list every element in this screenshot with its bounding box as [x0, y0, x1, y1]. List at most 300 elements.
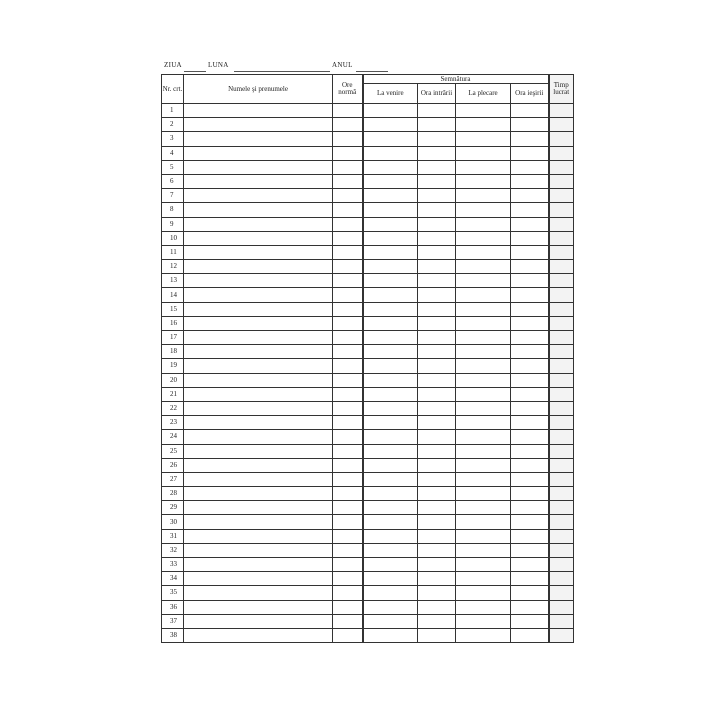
norm-hours-cell[interactable] [333, 558, 363, 572]
exit-time-cell[interactable] [511, 345, 549, 359]
entry-time-cell[interactable] [418, 359, 456, 373]
name-cell[interactable] [184, 472, 333, 486]
table-row [162, 316, 574, 330]
norm-hours-cell[interactable] [333, 260, 363, 274]
norm-hours-cell[interactable] [333, 529, 363, 543]
exit-time-cell[interactable] [511, 387, 549, 401]
name-cell[interactable] [184, 628, 333, 642]
arrival-header-label: La venire [376, 89, 404, 97]
time-worked-cell[interactable] [549, 444, 574, 458]
norm-hours-cell[interactable] [333, 118, 363, 132]
row-number: 17 [162, 331, 184, 345]
departure-signature-cell[interactable] [456, 174, 511, 188]
arrival-signature-cell[interactable] [363, 118, 418, 132]
exit-time-cell[interactable] [511, 586, 549, 600]
norm-hours-cell[interactable] [333, 274, 363, 288]
departure-signature-cell[interactable] [456, 160, 511, 174]
arrival-signature-cell[interactable] [363, 373, 418, 387]
entry-time-cell[interactable] [418, 515, 456, 529]
table-row [162, 245, 574, 259]
arrival-signature-cell[interactable] [363, 586, 418, 600]
name-cell[interactable] [184, 586, 333, 600]
entry-time-cell[interactable] [418, 316, 456, 330]
norm-hours-cell[interactable] [333, 572, 363, 586]
name-cell[interactable] [184, 416, 333, 430]
arrival-signature-cell[interactable] [363, 260, 418, 274]
norm-hours-cell[interactable] [333, 543, 363, 557]
time-worked-cell[interactable] [549, 487, 574, 501]
name-cell[interactable] [184, 118, 333, 132]
departure-signature-cell[interactable] [456, 487, 511, 501]
table-row [162, 401, 574, 415]
arrival-signature-cell[interactable] [363, 359, 418, 373]
exit-time-cell[interactable] [511, 487, 549, 501]
departure-signature-cell[interactable] [456, 614, 511, 628]
row-number: 30 [162, 515, 184, 529]
entry-time-cell[interactable] [418, 458, 456, 472]
norm-hours-cell[interactable] [333, 245, 363, 259]
arrival-signature-cell[interactable] [363, 345, 418, 359]
departure-signature-cell[interactable] [456, 444, 511, 458]
time-worked-cell[interactable] [549, 628, 574, 642]
table-row [162, 387, 574, 401]
exit-time-cell[interactable] [511, 529, 549, 543]
norm-hours-cell[interactable] [333, 501, 363, 515]
norm-hours-cell[interactable] [333, 104, 363, 118]
arrival-signature-cell[interactable] [363, 231, 418, 245]
departure-signature-cell[interactable] [456, 543, 511, 557]
departure-signature-cell[interactable] [456, 501, 511, 515]
norm-hours-cell[interactable] [333, 487, 363, 501]
departure-signature-cell[interactable] [456, 586, 511, 600]
table-row [162, 203, 574, 217]
time-worked-cell[interactable] [549, 416, 574, 430]
row-number: 14 [162, 288, 184, 302]
norm-hours-cell[interactable] [333, 174, 363, 188]
norm-hours-cell[interactable] [333, 401, 363, 415]
time-worked-cell[interactable] [549, 529, 574, 543]
time-worked-cell[interactable] [549, 104, 574, 118]
name-cell[interactable] [184, 316, 333, 330]
exit-time-cell[interactable] [511, 245, 549, 259]
norm-hours-cell[interactable] [333, 345, 363, 359]
departure-signature-cell[interactable] [456, 515, 511, 529]
arrival-signature-cell[interactable] [363, 558, 418, 572]
table-row [162, 529, 574, 543]
name-cell[interactable] [184, 132, 333, 146]
entry-time-cell[interactable] [418, 628, 456, 642]
departure-signature-cell[interactable] [456, 529, 511, 543]
departure-signature-cell[interactable] [456, 217, 511, 231]
norm-hours-cell[interactable] [333, 288, 363, 302]
entry-time-cell[interactable] [418, 416, 456, 430]
name-cell[interactable] [184, 614, 333, 628]
exit-time-cell[interactable] [511, 614, 549, 628]
signature-group-header [363, 75, 549, 84]
departure-signature-cell[interactable] [456, 146, 511, 160]
row-number: 5 [162, 160, 184, 174]
arrival-signature-cell[interactable] [363, 444, 418, 458]
time-worked-cell[interactable] [549, 600, 574, 614]
exit-time-cell[interactable] [511, 430, 549, 444]
exit-time-cell[interactable] [511, 600, 549, 614]
exit-time-cell[interactable] [511, 118, 549, 132]
entry-time-cell[interactable] [418, 245, 456, 259]
entry-time-cell[interactable] [418, 331, 456, 345]
name-cell[interactable] [184, 245, 333, 259]
departure-signature-cell[interactable] [456, 558, 511, 572]
departure-signature-cell[interactable] [456, 430, 511, 444]
month-blank [234, 71, 330, 72]
time-worked-cell[interactable] [549, 302, 574, 316]
table-row [162, 501, 574, 515]
time-worked-cell[interactable] [549, 472, 574, 486]
name-cell[interactable] [184, 401, 333, 415]
time-worked-cell[interactable] [549, 231, 574, 245]
exit-time-cell[interactable] [511, 444, 549, 458]
row-number: 10 [162, 231, 184, 245]
arrival-signature-cell[interactable] [363, 600, 418, 614]
entry-time-cell[interactable] [418, 189, 456, 203]
time-worked-cell[interactable] [549, 316, 574, 330]
time-worked-cell[interactable] [549, 260, 574, 274]
exit-time-cell[interactable] [511, 515, 549, 529]
entry-time-cell[interactable] [418, 501, 456, 515]
arrival-signature-cell[interactable] [363, 543, 418, 557]
norm-hours-cell[interactable] [333, 600, 363, 614]
arrival-signature-cell[interactable] [363, 628, 418, 642]
time-worked-cell[interactable] [549, 572, 574, 586]
departure-signature-cell[interactable] [456, 628, 511, 642]
time-worked-cell[interactable] [549, 586, 574, 600]
departure-signature-cell[interactable] [456, 203, 511, 217]
departure-signature-cell[interactable] [456, 274, 511, 288]
table-row [162, 359, 574, 373]
nr-header [162, 75, 184, 104]
departure-signature-cell[interactable] [456, 387, 511, 401]
norm-hours-cell[interactable] [333, 444, 363, 458]
exit-time-cell[interactable] [511, 373, 549, 387]
exit-time-cell[interactable] [511, 458, 549, 472]
arrival-signature-cell[interactable] [363, 245, 418, 259]
entry-time-cell[interactable] [418, 430, 456, 444]
entry-time-cell[interactable] [418, 529, 456, 543]
exit-time-cell[interactable] [511, 472, 549, 486]
name-cell[interactable] [184, 430, 333, 444]
arrival-signature-cell[interactable] [363, 146, 418, 160]
time-worked-cell[interactable] [549, 288, 574, 302]
entry-time-cell[interactable] [418, 288, 456, 302]
time-worked-cell[interactable] [549, 217, 574, 231]
time-worked-cell[interactable] [549, 331, 574, 345]
arrival-signature-cell[interactable] [363, 316, 418, 330]
arrival-signature-cell[interactable] [363, 487, 418, 501]
exit-time-cell[interactable] [511, 132, 549, 146]
arrival-signature-cell[interactable] [363, 160, 418, 174]
departure-signature-cell[interactable] [456, 416, 511, 430]
entry-time-cell[interactable] [418, 118, 456, 132]
entry-time-cell[interactable] [418, 373, 456, 387]
time-worked-cell[interactable] [549, 501, 574, 515]
norm-hours-cell[interactable] [333, 217, 363, 231]
arrival-signature-cell[interactable] [363, 401, 418, 415]
entry-time-cell[interactable] [418, 146, 456, 160]
exit-time-cell[interactable] [511, 401, 549, 415]
table-row [162, 104, 574, 118]
norm-hours-cell[interactable] [333, 316, 363, 330]
exit-time-cell[interactable] [511, 501, 549, 515]
exit-time-cell[interactable] [511, 558, 549, 572]
attendance-sheet [161, 58, 573, 646]
norm-hours-cell[interactable] [333, 203, 363, 217]
time-worked-cell[interactable] [549, 146, 574, 160]
entry-time-cell[interactable] [418, 345, 456, 359]
arrival-signature-cell[interactable] [363, 203, 418, 217]
norm-hours-cell[interactable] [333, 628, 363, 642]
entry-time-cell[interactable] [418, 203, 456, 217]
entry-time-cell[interactable] [418, 558, 456, 572]
entry-time-cell[interactable] [418, 132, 456, 146]
norm-hours-cell[interactable] [333, 231, 363, 245]
arrival-signature-cell[interactable] [363, 331, 418, 345]
table-row [162, 628, 574, 642]
time-worked-cell[interactable] [549, 401, 574, 415]
name-cell[interactable] [184, 189, 333, 203]
arrival-signature-cell[interactable] [363, 387, 418, 401]
table-row [162, 416, 574, 430]
name-cell[interactable] [184, 231, 333, 245]
name-cell[interactable] [184, 288, 333, 302]
norm-hours-cell[interactable] [333, 373, 363, 387]
departure-signature-cell[interactable] [456, 231, 511, 245]
entry-time-cell[interactable] [418, 401, 456, 415]
entry-time-cell[interactable] [418, 302, 456, 316]
entry-time-cell[interactable] [418, 444, 456, 458]
arrival-signature-cell[interactable] [363, 430, 418, 444]
time-worked-cell[interactable] [549, 245, 574, 259]
exit-time-cell[interactable] [511, 359, 549, 373]
row-number: 21 [162, 387, 184, 401]
norm-hours-cell[interactable] [333, 515, 363, 529]
departure-signature-cell[interactable] [456, 132, 511, 146]
name-cell[interactable] [184, 543, 333, 557]
arrival-signature-cell[interactable] [363, 572, 418, 586]
exit-time-cell[interactable] [511, 160, 549, 174]
table-row [162, 572, 574, 586]
time-worked-cell[interactable] [549, 132, 574, 146]
name-cell[interactable] [184, 444, 333, 458]
norm-hours-cell[interactable] [333, 359, 363, 373]
arrival-signature-cell[interactable] [363, 217, 418, 231]
arrival-signature-cell[interactable] [363, 288, 418, 302]
entry-time-cell[interactable] [418, 104, 456, 118]
norm-hours-cell[interactable] [333, 387, 363, 401]
entry-time-cell[interactable] [418, 231, 456, 245]
arrival-signature-cell[interactable] [363, 614, 418, 628]
name-cell[interactable] [184, 345, 333, 359]
departure-signature-cell[interactable] [456, 118, 511, 132]
arrival-signature-cell[interactable] [363, 416, 418, 430]
exit-time-cell[interactable] [511, 231, 549, 245]
norm-hours-cell[interactable] [333, 132, 363, 146]
name-cell[interactable] [184, 458, 333, 472]
entry-time-cell[interactable] [418, 586, 456, 600]
exit-time-cell[interactable] [511, 331, 549, 345]
table-row [162, 160, 574, 174]
entry-time-cell[interactable] [418, 160, 456, 174]
exit-time-cell[interactable] [511, 274, 549, 288]
departure-signature-cell[interactable] [456, 572, 511, 586]
arrival-signature-cell[interactable] [363, 458, 418, 472]
exit-time-cell[interactable] [511, 104, 549, 118]
time-worked-header-label: Timp lucrat [553, 81, 570, 96]
row-number: 22 [162, 401, 184, 415]
entry-time-cell[interactable] [418, 614, 456, 628]
time-worked-cell[interactable] [549, 274, 574, 288]
time-worked-cell[interactable] [549, 118, 574, 132]
exit-time-cell[interactable] [511, 189, 549, 203]
name-cell[interactable] [184, 174, 333, 188]
exit-time-cell[interactable] [511, 302, 549, 316]
table-row [162, 260, 574, 274]
name-cell[interactable] [184, 146, 333, 160]
table-row [162, 345, 574, 359]
entry-time-cell[interactable] [418, 260, 456, 274]
departure-signature-cell[interactable] [456, 472, 511, 486]
arrival-signature-cell[interactable] [363, 302, 418, 316]
time-worked-cell[interactable] [549, 345, 574, 359]
norm-hours-cell[interactable] [333, 458, 363, 472]
norm-hours-cell[interactable] [333, 586, 363, 600]
name-cell[interactable] [184, 274, 333, 288]
name-cell[interactable] [184, 501, 333, 515]
arrival-signature-cell[interactable] [363, 515, 418, 529]
norm-hours-cell[interactable] [333, 146, 363, 160]
departure-signature-cell[interactable] [456, 316, 511, 330]
exit-time-cell[interactable] [511, 203, 549, 217]
time-worked-cell[interactable] [549, 359, 574, 373]
name-cell[interactable] [184, 302, 333, 316]
departure-signature-cell[interactable] [456, 373, 511, 387]
name-cell[interactable] [184, 487, 333, 501]
exit-time-cell[interactable] [511, 316, 549, 330]
arrival-signature-cell[interactable] [363, 104, 418, 118]
name-cell[interactable] [184, 104, 333, 118]
name-cell[interactable] [184, 558, 333, 572]
entry-time-cell[interactable] [418, 274, 456, 288]
departure-signature-cell[interactable] [456, 245, 511, 259]
time-worked-cell[interactable] [549, 515, 574, 529]
norm-hours-header [333, 75, 363, 104]
arrival-signature-cell[interactable] [363, 132, 418, 146]
name-cell[interactable] [184, 373, 333, 387]
time-worked-cell[interactable] [549, 614, 574, 628]
departure-signature-cell[interactable] [456, 189, 511, 203]
time-worked-cell[interactable] [549, 430, 574, 444]
exit-time-cell[interactable] [511, 543, 549, 557]
norm-hours-cell[interactable] [333, 614, 363, 628]
row-number: 15 [162, 302, 184, 316]
norm-hours-cell[interactable] [333, 189, 363, 203]
exit-time-cell[interactable] [511, 416, 549, 430]
name-cell[interactable] [184, 600, 333, 614]
departure-signature-cell[interactable] [456, 401, 511, 415]
norm-hours-cell[interactable] [333, 160, 363, 174]
time-worked-cell[interactable] [549, 558, 574, 572]
norm-hours-cell[interactable] [333, 331, 363, 345]
arrival-signature-cell[interactable] [363, 501, 418, 515]
name-cell[interactable] [184, 387, 333, 401]
departure-signature-cell[interactable] [456, 600, 511, 614]
time-worked-cell[interactable] [549, 160, 574, 174]
time-worked-cell[interactable] [549, 174, 574, 188]
entry-time-cell[interactable] [418, 543, 456, 557]
row-number: 31 [162, 529, 184, 543]
name-cell[interactable] [184, 331, 333, 345]
entry-time-cell[interactable] [418, 174, 456, 188]
arrival-signature-cell[interactable] [363, 529, 418, 543]
exit-time-cell[interactable] [511, 260, 549, 274]
time-worked-cell[interactable] [549, 543, 574, 557]
time-worked-cell[interactable] [549, 458, 574, 472]
entry-time-cell[interactable] [418, 472, 456, 486]
name-cell[interactable] [184, 217, 333, 231]
arrival-signature-cell[interactable] [363, 174, 418, 188]
entry-time-cell[interactable] [418, 600, 456, 614]
time-worked-cell[interactable] [549, 189, 574, 203]
arrival-signature-cell[interactable] [363, 189, 418, 203]
exit-time-cell[interactable] [511, 628, 549, 642]
departure-signature-cell[interactable] [456, 345, 511, 359]
norm-hours-cell[interactable] [333, 302, 363, 316]
attendance-table [161, 74, 574, 643]
name-cell[interactable] [184, 572, 333, 586]
entry-time-cell[interactable] [418, 387, 456, 401]
time-worked-cell[interactable] [549, 387, 574, 401]
departure-signature-cell[interactable] [456, 288, 511, 302]
exit-time-cell[interactable] [511, 572, 549, 586]
norm-hours-cell[interactable] [333, 430, 363, 444]
time-worked-cell[interactable] [549, 203, 574, 217]
entry-time-cell[interactable] [418, 487, 456, 501]
exit-time-header [511, 84, 549, 104]
departure-signature-cell[interactable] [456, 260, 511, 274]
norm-hours-cell[interactable] [333, 416, 363, 430]
name-cell[interactable] [184, 260, 333, 274]
entry-time-cell[interactable] [418, 217, 456, 231]
arrival-signature-cell[interactable] [363, 472, 418, 486]
name-cell[interactable] [184, 203, 333, 217]
name-cell[interactable] [184, 359, 333, 373]
norm-hours-cell[interactable] [333, 472, 363, 486]
exit-time-cell[interactable] [511, 288, 549, 302]
departure-signature-cell[interactable] [456, 302, 511, 316]
arrival-signature-cell[interactable] [363, 274, 418, 288]
departure-signature-cell[interactable] [456, 359, 511, 373]
time-worked-cell[interactable] [549, 373, 574, 387]
departure-signature-cell[interactable] [456, 458, 511, 472]
name-cell[interactable] [184, 529, 333, 543]
name-cell[interactable] [184, 160, 333, 174]
exit-time-cell[interactable] [511, 174, 549, 188]
departure-signature-cell[interactable] [456, 331, 511, 345]
exit-time-cell[interactable] [511, 146, 549, 160]
month-label: LUNA [208, 61, 229, 69]
entry-time-cell[interactable] [418, 572, 456, 586]
exit-time-cell[interactable] [511, 217, 549, 231]
name-cell[interactable] [184, 515, 333, 529]
departure-signature-cell[interactable] [456, 104, 511, 118]
